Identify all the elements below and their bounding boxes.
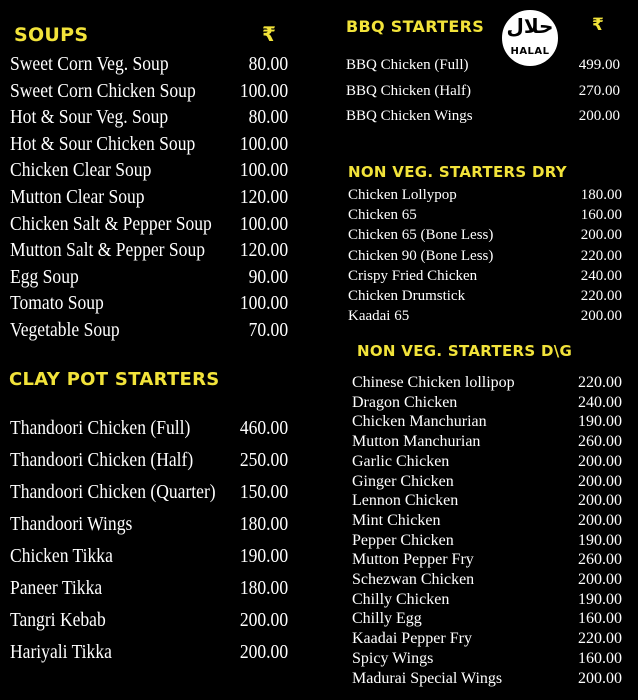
menu-item-name: Mutton Manchurian xyxy=(352,433,481,451)
menu-item xyxy=(352,374,622,392)
nonveg-dry-heading: NON VEG. STARTERS DRY xyxy=(348,163,567,181)
menu-item-price: 150.00 xyxy=(239,482,289,503)
menu-item-name: Mutton Salt & Pepper Soup xyxy=(10,240,206,262)
menu-item xyxy=(346,108,620,125)
menu-item xyxy=(10,610,288,632)
menu-item-price: 250.00 xyxy=(239,450,289,471)
menu-item-name: Chinese Chicken lollipop xyxy=(352,374,515,391)
menu-item-name: Chicken 90 (Bone Less) xyxy=(348,247,494,264)
menu-item xyxy=(352,571,622,589)
menu-item-price: 200.00 xyxy=(578,669,622,687)
menu-item-name: BBQ Chicken (Half) xyxy=(346,82,471,99)
menu-item-name: Thandoori Chicken (Half) xyxy=(10,450,194,471)
menu-item-name: Chicken Manchurian xyxy=(352,413,487,431)
menu-item xyxy=(10,187,288,209)
menu-item-price: 200.00 xyxy=(239,610,289,631)
menu-item-price: 200.00 xyxy=(580,308,622,325)
menu-item-price: 190.00 xyxy=(578,413,622,431)
menu-item xyxy=(10,546,288,568)
menu-item-price: 100.00 xyxy=(239,80,289,102)
menu-item-price: 100.00 xyxy=(239,133,289,155)
menu-item-price: 180.00 xyxy=(239,578,289,599)
menu-item-price: 200.00 xyxy=(578,571,622,588)
menu-item-price: 160.00 xyxy=(578,610,622,628)
menu-item xyxy=(10,578,288,600)
menu-item-name: Schezwan Chicken xyxy=(352,571,475,588)
menu-item xyxy=(352,394,622,412)
menu-item xyxy=(348,248,622,265)
menu-item-price: 180.00 xyxy=(239,514,289,535)
menu-item-name: Mutton Clear Soup xyxy=(10,187,145,208)
menu-item-price: 200.00 xyxy=(578,472,622,490)
clay-pot-heading: CLAY POT STARTERS xyxy=(9,369,220,390)
menu-item-price: 220.00 xyxy=(580,247,622,264)
nonveg-dg-heading: NON VEG. STARTERS D\G xyxy=(357,342,573,360)
menu-item-price: 200.00 xyxy=(580,227,622,244)
menu-item-name: Chicken Lollypop xyxy=(348,187,457,203)
menu-item-name: Mint Chicken xyxy=(352,511,441,529)
menu-item-price: 220.00 xyxy=(578,630,622,648)
halal-label: HALAL xyxy=(510,46,550,57)
menu-item-price: 160.00 xyxy=(580,207,622,224)
menu-item xyxy=(352,551,622,569)
menu-item-name: Thandoori Wings xyxy=(10,514,133,535)
menu-item-price: 260.00 xyxy=(578,433,622,451)
menu-item-name: Pepper Chicken xyxy=(352,531,454,549)
menu-item xyxy=(348,268,622,285)
menu-item-name: Chicken Drumstick xyxy=(348,288,466,304)
menu-item-name: Paneer Tikka xyxy=(10,578,103,599)
menu-item xyxy=(352,532,622,550)
menu-item xyxy=(352,413,622,431)
menu-item xyxy=(348,227,622,244)
menu-item-name: Egg Soup xyxy=(10,266,79,288)
menu-item-name: Hot & Sour Veg. Soup xyxy=(10,107,169,129)
menu-item xyxy=(346,57,620,74)
menu-item xyxy=(10,450,288,472)
menu-item-price: 190.00 xyxy=(578,531,622,549)
menu-item-price: 200.00 xyxy=(578,108,620,124)
menu-item-name: Chicken 65 (Bone Less) xyxy=(348,227,494,244)
menu-item-price: 100.00 xyxy=(239,160,289,182)
menu-item-price: 90.00 xyxy=(248,266,289,288)
menu-item-name: Chicken Clear Soup xyxy=(10,160,152,182)
menu-item-price: 190.00 xyxy=(239,546,289,567)
menu-item xyxy=(352,650,622,668)
menu-item-price: 190.00 xyxy=(578,590,622,608)
menu-item-price: 460.00 xyxy=(239,418,289,439)
menu-item-price: 160.00 xyxy=(578,649,622,667)
menu-item-name: Crispy Fried Chicken xyxy=(348,267,478,284)
menu-item xyxy=(348,308,622,325)
menu-item xyxy=(348,207,622,224)
menu-item-name: Tangri Kebab xyxy=(10,610,106,631)
menu-item-name: Chilly Chicken xyxy=(352,590,450,608)
menu-item xyxy=(352,453,622,471)
menu-item xyxy=(10,642,288,664)
menu-item-name: Chicken 65 xyxy=(348,207,417,224)
menu-item-name: Tomato Soup xyxy=(10,293,104,315)
menu-item xyxy=(352,670,622,688)
menu-item xyxy=(10,267,288,289)
menu-item xyxy=(352,492,622,510)
menu-item-name: Lennon Chicken xyxy=(352,492,459,510)
menu-item-price: 240.00 xyxy=(578,393,622,411)
bbq-heading: BBQ STARTERS xyxy=(346,17,485,36)
menu-item-price: 260.00 xyxy=(578,551,622,569)
menu-item-price: 100.00 xyxy=(239,293,289,315)
menu-item-name: Ginger Chicken xyxy=(352,472,454,490)
menu-item-name: Madurai Special Wings xyxy=(352,669,503,687)
menu-item-name: Kaadai Pepper Fry xyxy=(352,630,472,648)
menu-item-name: Garlic Chicken xyxy=(352,452,450,470)
menu-item-name: Thandoori Chicken (Full) xyxy=(10,418,191,439)
menu-item xyxy=(348,288,622,305)
bbq-currency-symbol: ₹ xyxy=(592,15,604,35)
menu-item-name: Hariyali Tikka xyxy=(10,642,112,663)
menu-item xyxy=(10,81,288,103)
menu-item-name: Hot & Sour Chicken Soup xyxy=(10,133,196,155)
menu-item-price: 220.00 xyxy=(580,288,622,304)
menu-item-price: 180.00 xyxy=(580,187,622,203)
menu-item xyxy=(10,514,288,536)
menu-item-price: 100.00 xyxy=(239,213,289,235)
menu-item-name: Dragon Chicken xyxy=(352,393,458,411)
menu-item-name: Mutton Pepper Fry xyxy=(352,551,474,569)
menu-item xyxy=(352,433,622,451)
menu-item-price: 80.00 xyxy=(248,54,289,75)
menu-item-name: Sweet Corn Chicken Soup xyxy=(10,80,196,102)
menu-item-price: 200.00 xyxy=(578,511,622,529)
menu-item xyxy=(10,320,288,342)
menu-item-price: 70.00 xyxy=(248,320,289,341)
menu-item-price: 200.00 xyxy=(578,452,622,470)
menu-item-price: 499.00 xyxy=(578,57,620,73)
menu-item-name: Chicken Tikka xyxy=(10,546,113,567)
menu-item-name: Sweet Corn Veg. Soup xyxy=(10,54,169,75)
menu-item xyxy=(10,160,288,182)
halal-arabic-text: حلال xyxy=(506,14,554,38)
menu-item xyxy=(346,83,620,100)
menu-item-name: Chicken Salt & Pepper Soup xyxy=(10,213,212,235)
menu-item xyxy=(352,512,622,530)
menu-item xyxy=(10,107,288,129)
menu-item-name: Kaadai 65 xyxy=(348,308,410,325)
menu-item-price: 120.00 xyxy=(239,187,289,208)
menu-item-name: BBQ Chicken (Full) xyxy=(346,57,469,73)
menu-item-name: BBQ Chicken Wings xyxy=(346,108,473,124)
menu-item xyxy=(10,482,288,504)
menu-item-price: 220.00 xyxy=(578,374,622,391)
menu-item-name: Thandoori Chicken (Quarter) xyxy=(10,482,216,503)
menu-item-price: 200.00 xyxy=(578,492,622,510)
menu-item xyxy=(10,134,288,156)
menu-item xyxy=(10,214,288,236)
menu-item-price: 270.00 xyxy=(578,82,620,99)
menu-item xyxy=(10,240,288,262)
menu-item-price: 240.00 xyxy=(580,267,622,284)
soups-heading: SOUPS xyxy=(14,24,89,46)
menu-item-name: Chilly Egg xyxy=(352,610,422,628)
menu-item-price: 120.00 xyxy=(239,240,289,262)
menu-item xyxy=(352,473,622,491)
menu-item xyxy=(352,591,622,609)
menu-item-price: 200.00 xyxy=(239,642,289,663)
menu-item xyxy=(10,418,288,440)
menu-item xyxy=(352,610,622,628)
menu-item-price: 80.00 xyxy=(248,107,289,129)
menu-item-name: Spicy Wings xyxy=(352,649,434,667)
soups-currency-symbol: ₹ xyxy=(262,22,276,46)
menu-item xyxy=(352,630,622,648)
menu-item xyxy=(10,293,288,315)
menu-item-name: Vegetable Soup xyxy=(10,320,120,341)
menu-item xyxy=(348,187,622,204)
menu-item xyxy=(10,54,288,76)
